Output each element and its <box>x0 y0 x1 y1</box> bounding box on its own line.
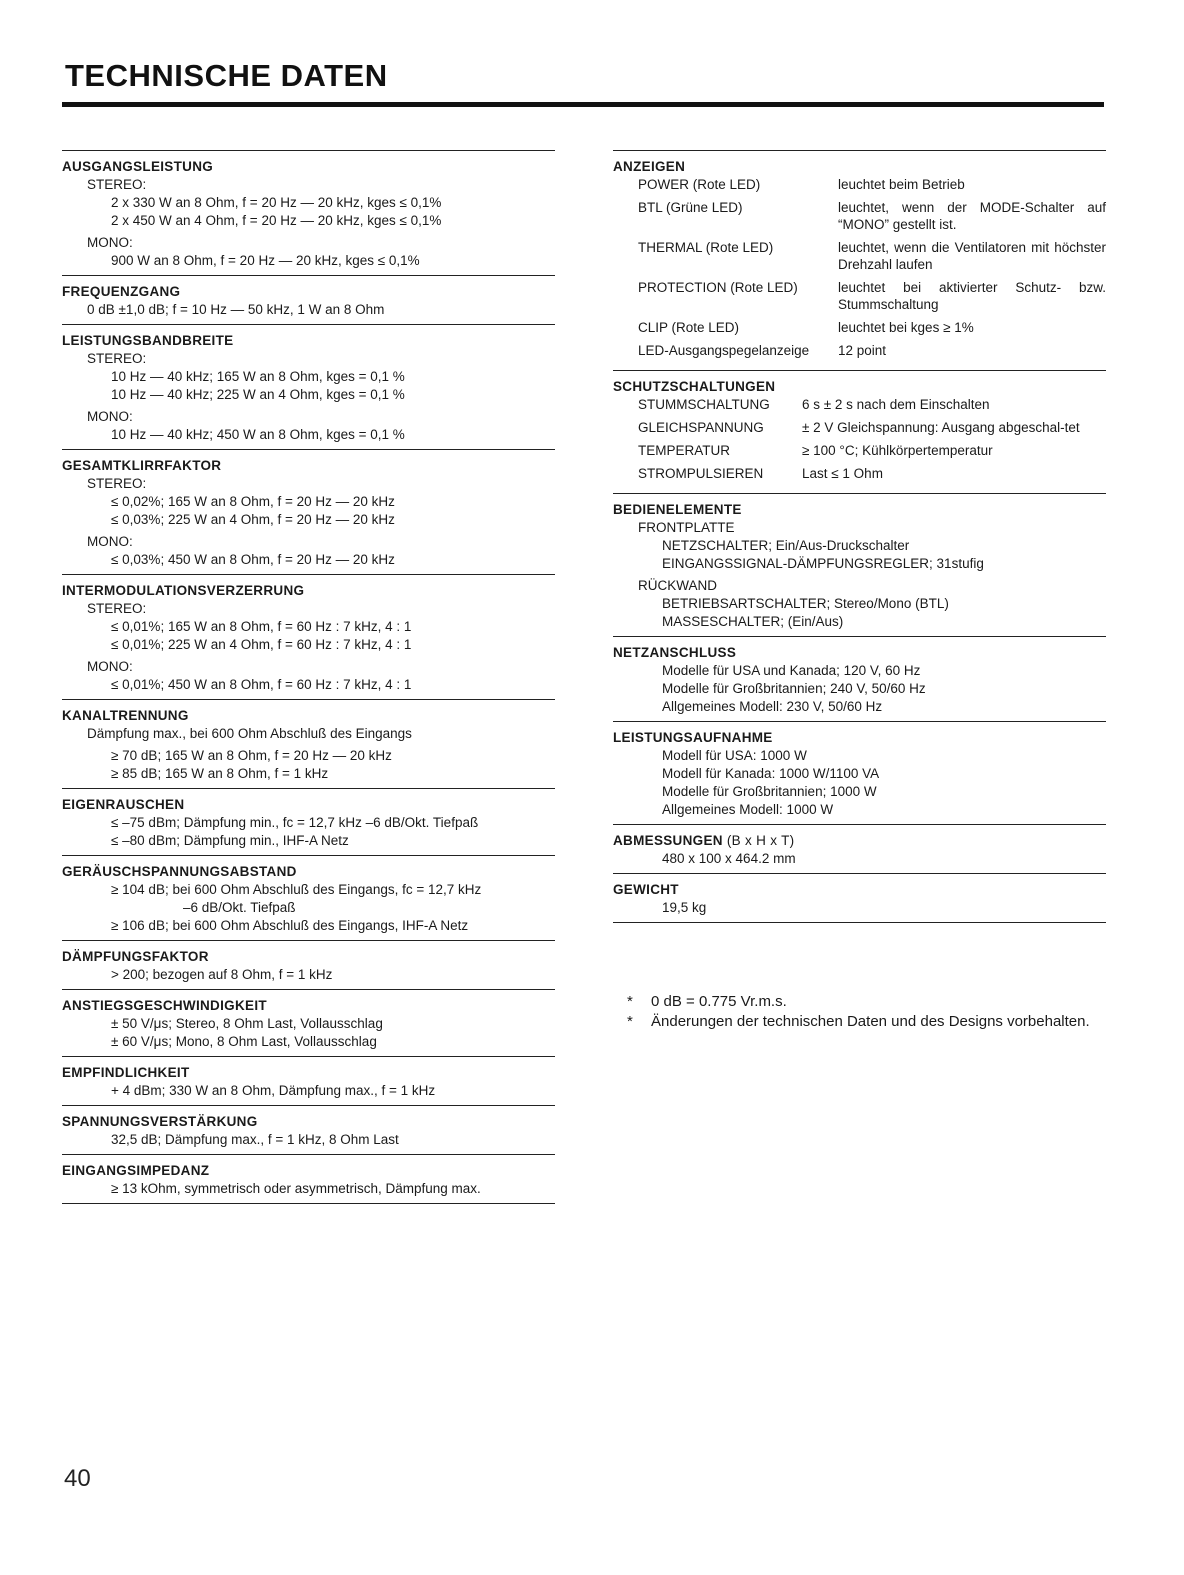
spec-line: MASSESCHALTER; (Ein/Aus) <box>662 614 844 629</box>
indicator-row <box>613 342 1106 359</box>
stereo-label: STEREO: <box>87 351 147 366</box>
protection-row <box>613 419 1106 436</box>
spec-line: 480 x 100 x 464.2 mm <box>662 851 796 866</box>
spec-line: ≤ 0,01%; 165 W an 8 Ohm, f = 60 Hz : 7 kHz, 4 : 1 <box>111 619 412 634</box>
protection-name: STUMMSCHALTUNG <box>638 397 770 412</box>
indicator-description: leuchtet beim Betrieb <box>838 177 965 192</box>
protection-description: ≥ 100 °C; Kühlkörpertemperatur <box>802 443 993 458</box>
section-title: LEISTUNGSBANDBREITE <box>62 333 234 348</box>
section-leistungsaufnahme <box>613 721 1106 824</box>
section-intermodulationsverzerrung <box>62 574 555 699</box>
indicator-name: LED-Ausgangspegelanzeige <box>638 343 810 358</box>
section-netzanschluss <box>613 636 1106 721</box>
page-title: TECHNISCHE DATEN <box>65 58 388 93</box>
section-eigenrauschen <box>62 788 555 855</box>
spec-line: ≤ 0,03%; 225 W an 4 Ohm, f = 20 Hz — 20 kHz <box>111 512 395 527</box>
section-anstiegsgeschwindigkeit <box>62 989 555 1056</box>
section-title: GEWICHT <box>613 882 679 897</box>
protection-name: TEMPERATUR <box>638 443 731 458</box>
section-kanaltrennung <box>62 699 555 788</box>
protection-row <box>613 396 1106 413</box>
section-title: DÄMPFUNGSFAKTOR <box>62 949 209 964</box>
right-column <box>613 150 1106 923</box>
section-daempfungsfaktor <box>62 940 555 989</box>
section-title: GESAMTKLIRRFAKTOR <box>62 458 222 473</box>
spec-line: 19,5 kg <box>662 900 707 915</box>
mono-label: MONO: <box>87 534 133 549</box>
protection-name: GLEICHSPANNUNG <box>638 420 764 435</box>
indicator-description: leuchtet bei aktivierter Schutz- bzw. Stummschaltung <box>838 280 1106 312</box>
indicator-name: THERMAL (Rote LED) <box>638 240 774 255</box>
spec-line: BETRIEBSARTSCHALTER; Stereo/Mono (BTL) <box>662 596 949 611</box>
mono-label: MONO: <box>87 659 133 674</box>
section-abmessungen <box>613 824 1106 873</box>
spec-line: 32,5 dB; Dämpfung max., f = 1 kHz, 8 Ohm Last <box>111 1132 399 1147</box>
indicator-name: POWER (Rote LED) <box>638 177 761 192</box>
page-number: 40 <box>64 1465 91 1492</box>
spec-line: 2 x 450 W an 4 Ohm, f = 20 Hz — 20 kHz, kges ≤ 0,1% <box>111 213 442 228</box>
section-empfindlichkeit <box>62 1056 555 1105</box>
indicator-description: leuchtet bei kges ≥ 1% <box>838 320 974 335</box>
spec-line: > 200; bezogen auf 8 Ohm, f = 1 kHz <box>111 967 333 982</box>
section-geraeuschspannungsabstand <box>62 855 555 940</box>
stereo-label: STEREO: <box>87 476 147 491</box>
stereo-label: STEREO: <box>87 601 147 616</box>
spec-line: ≤ 0,02%; 165 W an 8 Ohm, f = 20 Hz — 20 kHz <box>111 494 395 509</box>
section-gewicht <box>613 873 1106 923</box>
section-title: EIGENRAUSCHEN <box>62 797 185 812</box>
section-title: LEISTUNGSAUFNAHME <box>613 730 773 745</box>
section-title: ANZEIGEN <box>613 159 686 174</box>
spec-line: 0 dB ±1,0 dB; f = 10 Hz — 50 kHz, 1 W an 8 Ohm <box>87 302 385 317</box>
spec-line: ≥ 85 dB; 165 W an 8 Ohm, f = 1 kHz <box>111 766 329 781</box>
left-column <box>62 150 555 1204</box>
spec-line: ≥ 104 dB; bei 600 Ohm Abschluß des Eingangs, fc = 12,7 kHz <box>111 882 482 897</box>
protection-description: 6 s ± 2 s nach dem Einschalten <box>802 397 990 412</box>
spec-line: Modell für USA: 1000 W <box>662 748 807 763</box>
section-title: SCHUTZSCHALTUNGEN <box>613 379 776 394</box>
section-title: SPANNUNGSVERSTÄRKUNG <box>62 1114 258 1129</box>
spec-line: ≤ 0,01%; 225 W an 4 Ohm, f = 60 Hz : 7 kHz, 4 : 1 <box>111 637 412 652</box>
protection-row <box>613 465 1106 482</box>
indicator-name: PROTECTION (Rote LED) <box>638 280 798 295</box>
spec-line: 900 W an 8 Ohm, f = 20 Hz — 20 kHz, kges ≤ 0,1% <box>111 253 420 268</box>
spec-intro: Dämpfung max., bei 600 Ohm Abschluß des Eingangs <box>87 726 412 741</box>
indicator-row <box>613 239 1106 273</box>
spec-line: + 4 dBm; 330 W an 8 Ohm, Dämpfung max., f = 1 kHz <box>111 1083 436 1098</box>
spec-line: Modelle für Großbritannien; 1000 W <box>662 784 877 799</box>
spec-line: ≥ 106 dB; bei 600 Ohm Abschluß des Eingangs, IHF-A Netz <box>111 918 469 933</box>
spec-line: 10 Hz — 40 kHz; 450 W an 8 Ohm, kges = 0,1 % <box>111 427 405 442</box>
protection-description: Last ≤ 1 Ohm <box>802 466 883 481</box>
section-title: FREQUENZGANG <box>62 284 181 299</box>
section-title: BEDIENELEMENTE <box>613 502 742 517</box>
footnote-marker: * <box>627 1013 633 1030</box>
spec-line: 10 Hz — 40 kHz; 225 W an 4 Ohm, kges = 0,1 % <box>111 387 405 402</box>
spec-line: ≤ 0,01%; 450 W an 8 Ohm, f = 60 Hz : 7 kHz, 4 : 1 <box>111 677 412 692</box>
section-title-suffix: (B x H x T) <box>726 833 795 848</box>
footnotes <box>627 992 1105 1032</box>
section-title-text: ABMESSUNGEN <box>613 833 723 848</box>
spec-line: Allgemeines Modell: 1000 W <box>662 802 834 817</box>
indicator-row <box>613 319 1106 336</box>
indicator-row <box>613 279 1106 313</box>
indicator-description: leuchtet, wenn der MODE-Schalter auf “MONO” gestellt ist. <box>838 200 1106 232</box>
footnote-marker: * <box>627 993 633 1010</box>
title-rule <box>62 102 1104 107</box>
indicator-description: leuchtet, wenn die Ventilatoren mit höchster Drehzahl laufen <box>838 240 1106 272</box>
footnote <box>627 992 1105 1012</box>
indicator-row <box>613 176 1106 193</box>
spec-line: ≤ –75 dBm; Dämpfung min., fc = 12,7 kHz –6 dB/Okt. Tiefpaß <box>111 815 479 830</box>
spec-line: Modelle für USA und Kanada; 120 V, 60 Hz <box>662 663 921 678</box>
section-bedienelemente <box>613 493 1106 636</box>
indicator-name: CLIP (Rote LED) <box>638 320 740 335</box>
spec-line-continuation: –6 dB/Okt. Tiefpaß <box>183 900 296 915</box>
indicator-name: BTL (Grüne LED) <box>638 200 743 215</box>
footnote <box>627 1012 1105 1032</box>
section-title: KANALTRENNUNG <box>62 708 189 723</box>
section-title: EINGANGSIMPEDANZ <box>62 1163 210 1178</box>
spec-line: ± 60 V/μs; Mono, 8 Ohm Last, Vollausschlag <box>111 1034 377 1049</box>
frontplatte-label: FRONTPLATTE <box>638 520 735 535</box>
section-title: NETZANSCHLUSS <box>613 645 737 660</box>
section-title: INTERMODULATIONSVERZERRUNG <box>62 583 305 598</box>
section-frequenzgang <box>62 275 555 324</box>
section-anzeigen <box>613 150 1106 370</box>
section-title: EMPFINDLICHKEIT <box>62 1065 190 1080</box>
spec-line: Modell für Kanada: 1000 W/1100 VA <box>662 766 880 781</box>
section-title: GERÄUSCHSPANNUNGSABSTAND <box>62 864 297 879</box>
indicator-row <box>613 199 1106 233</box>
mono-label: MONO: <box>87 409 133 424</box>
spec-line: ≤ –80 dBm; Dämpfung min., IHF-A Netz <box>111 833 349 848</box>
section-ausgangsleistung <box>62 150 555 275</box>
spec-line: ± 50 V/μs; Stereo, 8 Ohm Last, Vollausschlag <box>111 1016 383 1031</box>
footnote-text: 0 dB = 0.775 Vr.m.s. <box>651 993 787 1010</box>
spec-line: 2 x 330 W an 8 Ohm, f = 20 Hz — 20 kHz, kges ≤ 0,1% <box>111 195 442 210</box>
spec-line: EINGANGSSIGNAL-DÄMPFUNGSREGLER; 31stufig <box>662 556 984 571</box>
spec-line: ≥ 70 dB; 165 W an 8 Ohm, f = 20 Hz — 20 kHz <box>111 748 392 763</box>
section-spannungsverstaerkung <box>62 1105 555 1154</box>
spec-line: ≥ 13 kOhm, symmetrisch oder asymmetrisch, Dämpfung max. <box>111 1181 481 1196</box>
spec-line: 10 Hz — 40 kHz; 165 W an 8 Ohm, kges = 0,1 % <box>111 369 405 384</box>
section-schutzschaltungen <box>613 370 1106 493</box>
spec-line: ≤ 0,03%; 450 W an 8 Ohm, f = 20 Hz — 20 kHz <box>111 552 395 567</box>
mono-label: MONO: <box>87 235 133 250</box>
protection-description: ± 2 V Gleichspannung: Ausgang abgeschal-tet <box>802 420 1080 435</box>
footnote-text: Änderungen der technischen Daten und des Designs vorbehalten. <box>651 1013 1090 1030</box>
rueckwand-label: RÜCKWAND <box>638 578 717 593</box>
section-title: ANSTIEGSGESCHWINDIGKEIT <box>62 998 267 1013</box>
stereo-label: STEREO: <box>87 177 147 192</box>
spec-line: Modelle für Großbritannien; 240 V, 50/60 Hz <box>662 681 926 696</box>
section-title: AUSGANGSLEISTUNG <box>62 159 214 174</box>
section-gesamtklirrfaktor <box>62 449 555 574</box>
spec-line: NETZSCHALTER; Ein/Aus-Druckschalter <box>662 538 910 553</box>
section-eingangsimpedanz <box>62 1154 555 1204</box>
indicator-description: 12 point <box>838 343 887 358</box>
protection-row <box>613 442 1106 459</box>
section-leistungsbandbreite <box>62 324 555 449</box>
protection-name: STROMPULSIEREN <box>638 466 764 481</box>
spec-line: Allgemeines Modell: 230 V, 50/60 Hz <box>662 699 883 714</box>
section-title <box>613 832 1106 850</box>
